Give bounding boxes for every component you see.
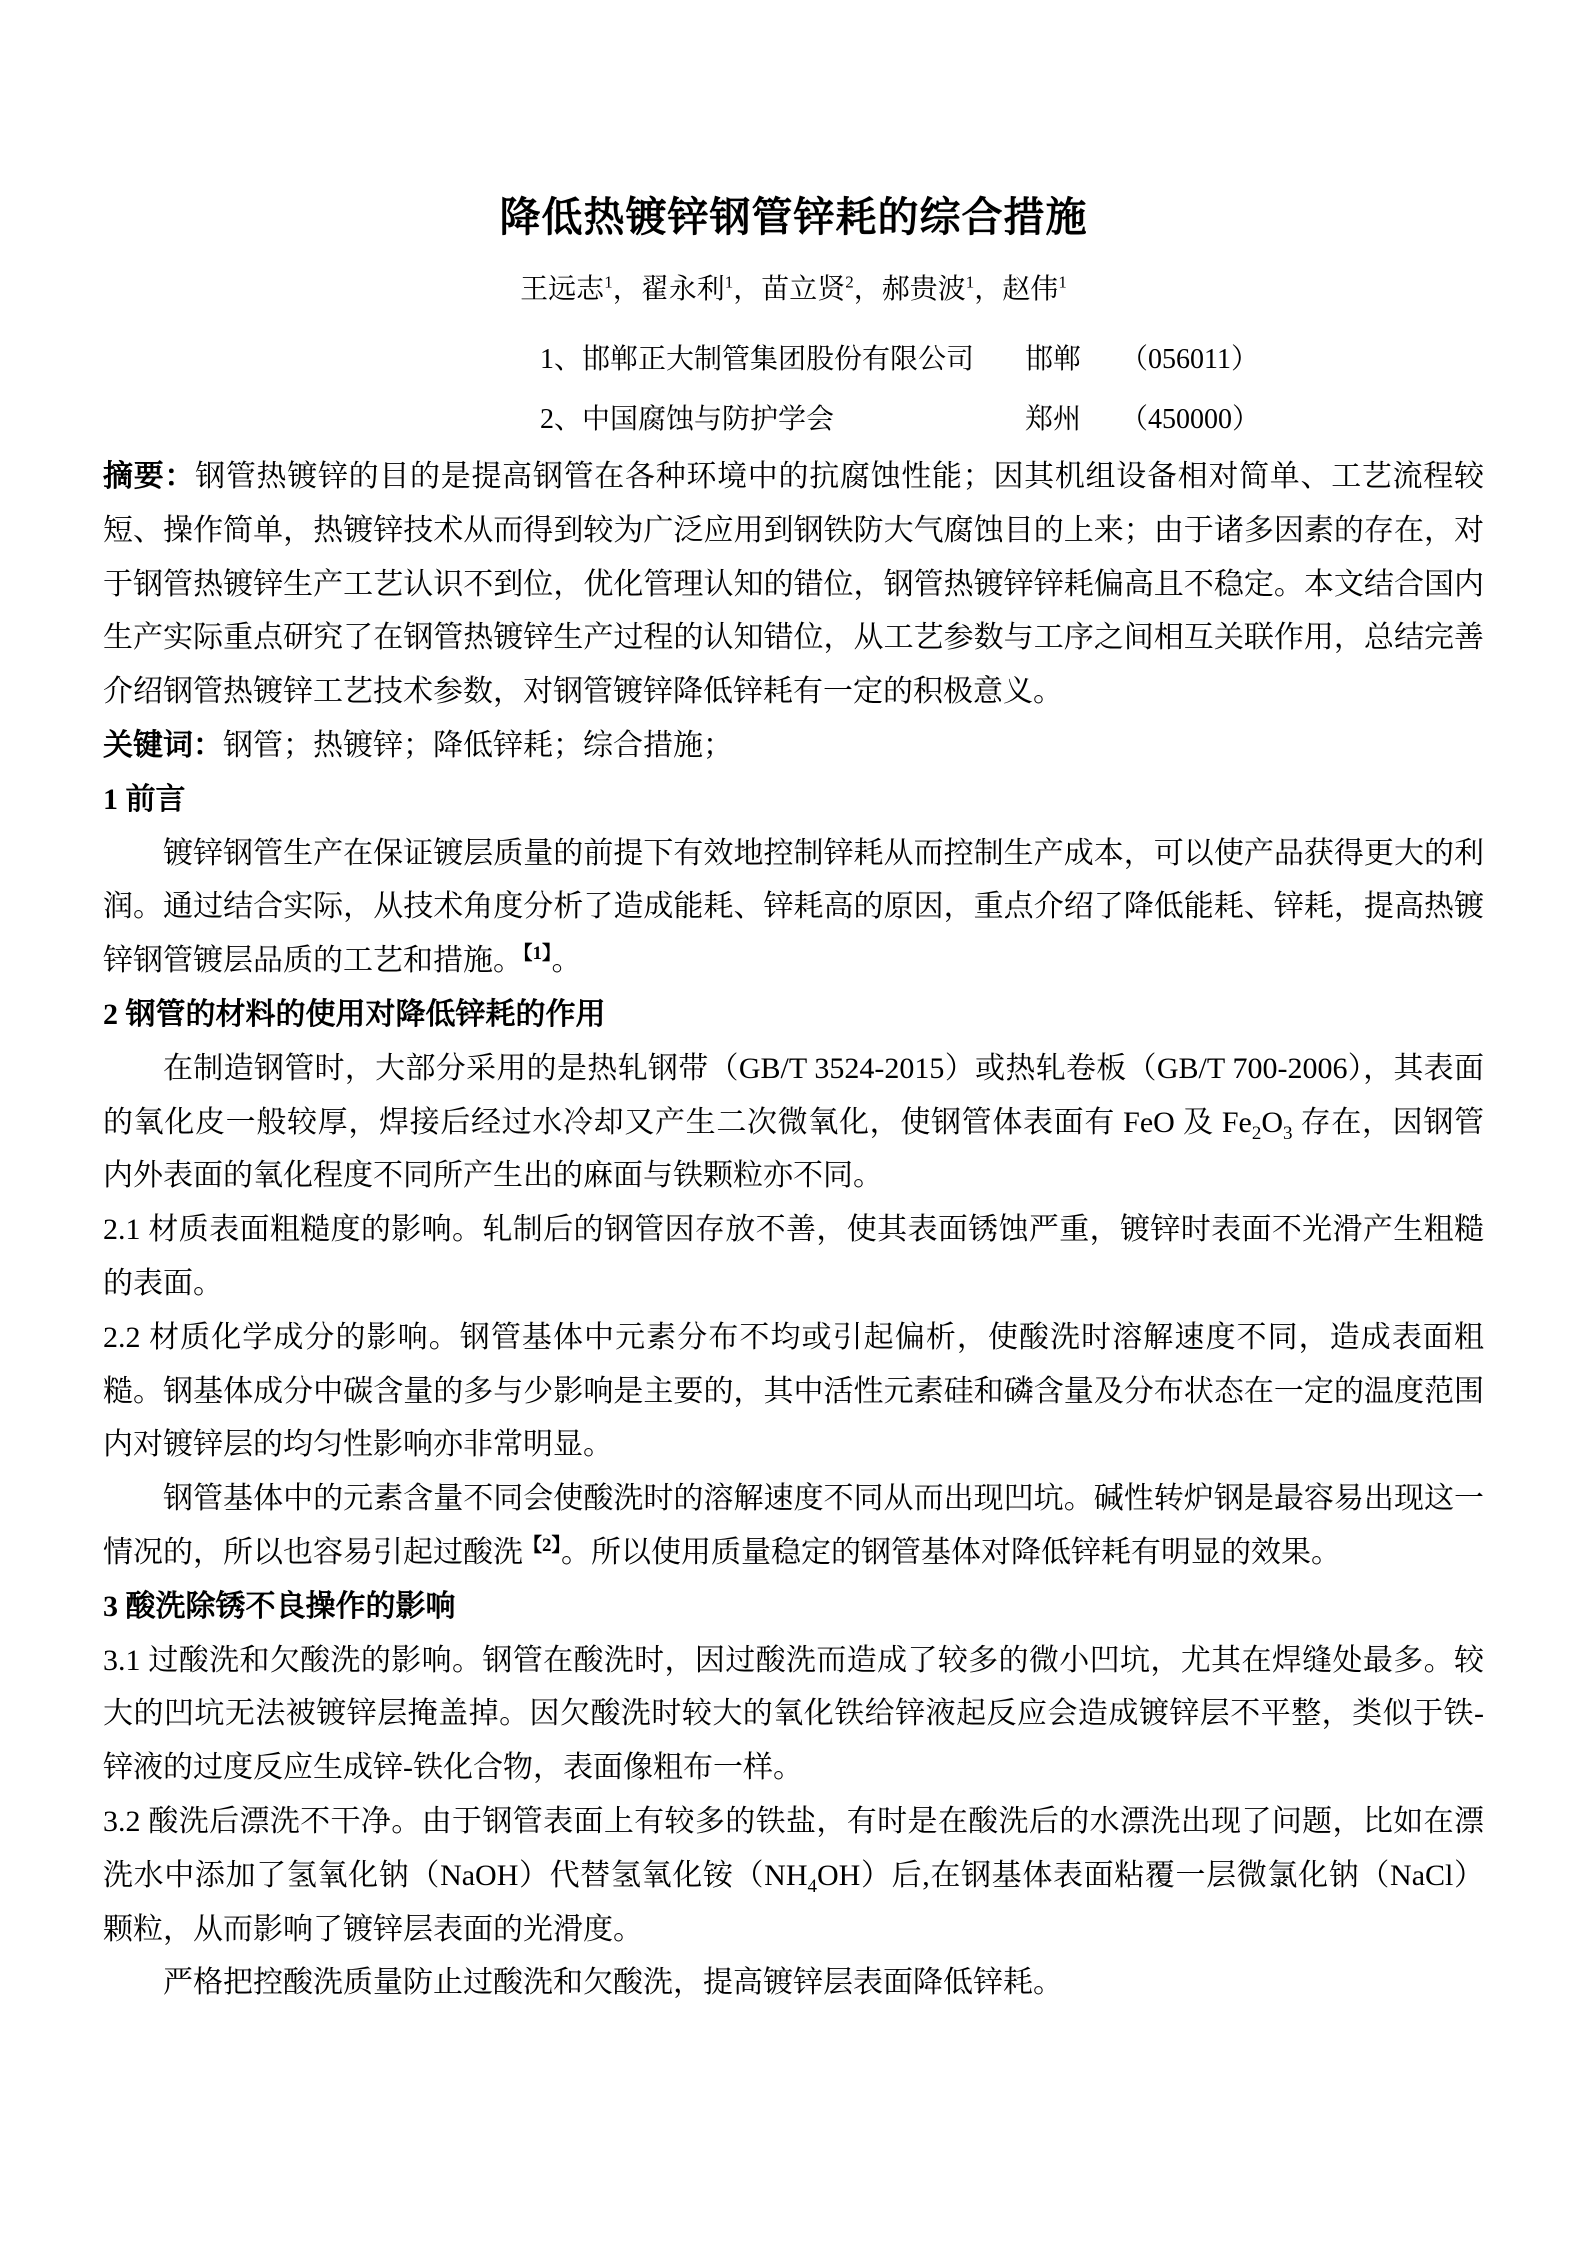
section-heading-2 (103, 988, 1484, 1042)
paragraph-conclusion (103, 1956, 1484, 2010)
chemical-subscript: 4 (807, 1875, 817, 1897)
text-run: 2.1 材质表面粗糙度的影响。轧制后的钢管因存放不善，使其表面锈蚀严重，镀锌时表面不光滑产生粗糙的表面。 (103, 1213, 1484, 1300)
author-name: 王远志 (520, 274, 605, 305)
text-run: 3 酸洗除锈不良操作的影响 (103, 1589, 456, 1623)
text-run: 。 (551, 944, 582, 978)
paper-title: 降低热镀锌钢管锌耗的综合措施 (499, 194, 1088, 240)
affiliation-org (540, 330, 1025, 390)
author-affiliation-superscript: 1 (604, 272, 613, 292)
author-separator: ， (733, 274, 762, 305)
citation-ref: 【1】 (523, 943, 552, 965)
paragraph-2-2 (103, 1311, 1484, 1472)
affiliation-number: 2、 (540, 404, 583, 435)
author-affiliation-superscript: 2 (845, 272, 854, 292)
paragraph-3-1 (103, 1634, 1484, 1795)
section-heading-3 (103, 1580, 1484, 1634)
affiliation-postcode: （056011） (1120, 344, 1259, 375)
author-name: 郝贵波 (881, 274, 966, 305)
author-name: 苗立贤 (761, 274, 846, 305)
affiliations-block (540, 330, 1587, 450)
text-run: 钢管基体中的元素含量不同会使酸洗时的溶解速度不同从而出现凹坑。碱性转炉钢是最容易出现这一情况的，所以也容易引起过酸洗 (103, 1482, 1484, 1569)
paragraph-intro (103, 827, 1484, 988)
affiliation-org-name: 中国腐蚀与防护学会 (582, 404, 835, 435)
affiliation-city: 邯郸 (1025, 344, 1082, 375)
author-separator: ， (612, 274, 641, 305)
text-run: 严格把控酸洗质量防止过酸洗和欠酸洗，提高镀锌层表面降低锌耗。 (163, 1966, 1063, 2000)
affiliation-org-name: 邯郸正大制管集团股份有限公司 (582, 344, 975, 375)
text-run: 关键词： (103, 728, 223, 762)
paragraph-element-content (103, 1472, 1484, 1580)
text-run: 3.1 过酸洗和欠酸洗的影响。钢管在酸洗时，因过酸洗而造成了较多的微小凹坑，尤其在焊缝处最多。较大的凹坑无法被镀锌层掩盖掉。因欠酸洗时较大的氧化铁给锌液起反应会造成镀锌层不平整，类似于铁-锌液的过度反应生成锌-铁化合物，表面像粗布一样。 (103, 1643, 1484, 1785)
author-separator: ， (974, 274, 1003, 305)
text-run: 1 前言 (103, 782, 186, 816)
affiliation-row (540, 330, 1587, 390)
chemical-subscript: 2 (1251, 1122, 1262, 1144)
affiliation-postcode: （450000） (1120, 404, 1261, 435)
abstract-paragraph (103, 450, 1484, 719)
affiliation-city: 郑州 (1025, 404, 1082, 435)
text-run: OH）后,在钢基体表面粘覆一层微氯化钠（NaCl）颗粒，从而影响了镀锌层表面的光滑度。 (103, 1858, 1485, 1946)
keywords-line (103, 719, 1484, 773)
paragraph-materials (103, 1042, 1484, 1203)
chemical-subscript: 3 (1283, 1122, 1293, 1144)
text-run: 镀锌钢管生产在保证镀层质量的前提下有效地控制锌耗从而控制生产成本，可以使产品获得更大的利润。通过结合实际，从技术角度分析了造成能耗、锌耗高的原因，重点介绍了降低能耗、锌耗，提高热镀锌钢管镀层品质的工艺和措施。 (103, 836, 1484, 978)
paper-body (103, 450, 1484, 2010)
text-run: 在制造钢管时，大部分采用的是热轧钢带（GB/T 3524-2015）或热轧卷板（GB/T 700-2006），其表面的氧化皮一般较厚，焊接后经过水冷却又产生二次微氧化，使钢管体表面有 FeO 及 Fe (103, 1051, 1484, 1139)
author-affiliation-superscript: 1 (724, 272, 734, 292)
author-separator: ， (853, 274, 882, 305)
text-run: 摘要： (103, 460, 196, 493)
text-run: 2 钢管的材料的使用对降低锌耗的作用 (103, 997, 606, 1031)
author-name: 翟永利 (640, 274, 725, 305)
affiliation-row (540, 390, 1587, 450)
paragraph-3-2 (103, 1795, 1484, 1956)
text-run: 钢管；热镀锌；降低锌耗；综合措施； (223, 728, 733, 762)
authors-line (0, 270, 1587, 310)
paragraph-2-1 (103, 1203, 1484, 1311)
text-run: 钢管热镀锌的目的是提高钢管在各种环境中的抗腐蚀性能；因其机组设备相对简单、工艺流程较短、操作简单，热镀锌技术从而得到较为广泛应用到钢铁防大气腐蚀目的上来；由于诸多因素的存在，对于钢管热镀锌生产工艺认识不到位，优化管理认知的错位，钢管热镀锌锌耗偏高且不稳定。本文结合国内生产实际重点研究了在钢管热镀锌生产过程的认知错位，从工艺参数与工序之间相互关联作用，总结完善介绍钢管热镀锌工艺技术参数，对钢管镀锌降低锌耗有一定的积极意义。 (103, 460, 1485, 709)
author-affiliation-superscript: 1 (965, 272, 975, 292)
text-run: 存在，因钢管内外表面的氧化程度不同所产生出的麻面与铁颗粒亦不同。 (103, 1105, 1484, 1193)
affiliation-number: 1、 (540, 344, 583, 375)
text-run: 。所以使用质量稳定的钢管基体对降低锌耗有明显的效果。 (561, 1535, 1342, 1569)
text-run: 3.2 酸洗后漂洗不干净。由于钢管表面上有较多的铁盐，有时是在酸洗后的水漂洗出现了问题，比如在漂洗水中添加了氢氧化钠（NaOH）代替氢氧化铵（NH (103, 1804, 1484, 1892)
text-run: O (1261, 1105, 1283, 1139)
author-name: 赵伟 (1002, 274, 1059, 305)
citation-ref: 【2】 (523, 1534, 562, 1556)
author-affiliation-superscript: 1 (1058, 272, 1067, 292)
affiliation-org (540, 390, 1025, 450)
section-heading-1 (103, 773, 1484, 827)
text-run: 2.2 材质化学成分的影响。钢管基体中元素分布不均或引起偏析，使酸洗时溶解速度不同，造成表面粗糙。钢基体成分中碳含量的多与少影响是主要的，其中活性元素硅和磷含量及分布状态在一定的温度范围内对镀锌层的均匀性影响亦非常明显。 (103, 1320, 1484, 1462)
